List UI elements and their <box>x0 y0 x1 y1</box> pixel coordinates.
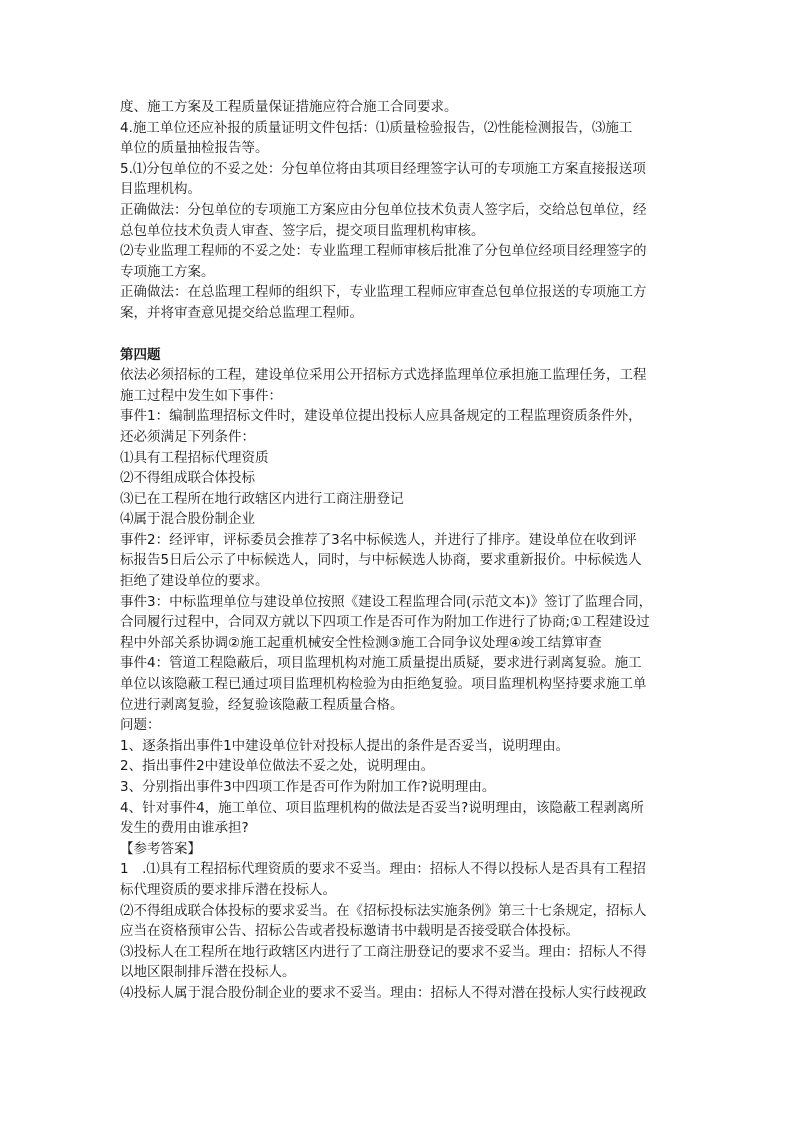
text-line: ⑶投标人在工程所在地行政辖区内进行了工商注册登记的要求不妥当。理由：招标人不得 <box>120 943 647 960</box>
text-line: ⑵专业监理工程师的不妥之处：专业监理工程师审核后批准了分包单位经项目经理签字的 <box>120 243 647 260</box>
text-line: 案，并将审查意见提交给总监理工程师。 <box>120 304 363 321</box>
text-line: 合同履行过程中，合同双方就以下四项工作是否可作为附加工作进行了协商;①工程建设过 <box>120 614 650 631</box>
text-line: 4.施工单位还应补报的质量证明文件包括：⑴质量检验报告，⑵性能检测报告，⑶施工 <box>120 119 633 136</box>
text-line: 度、施工方案及工程质量保证措施应符合施工合同要求。 <box>120 99 458 115</box>
text-line: 5.⑴分包单位的不妥之处：分包单位将由其项目经理签字认可的专项施工方案直接报送项 <box>120 160 646 177</box>
text-line: 程中外部关系协调②施工起重机械安全性检测③施工合同争议处理④竣工结算审查 <box>120 634 602 651</box>
text-line: 事件4：管道工程隐蔽后，项目监理机构对施工质量提出质疑，要求进行剥离复验。施工 <box>120 655 642 672</box>
question-4-section <box>120 365 680 1003</box>
text-line: 标代理资质的要求排斥潜在投标人。 <box>120 881 336 898</box>
text-line: 目监理机构。 <box>120 181 201 198</box>
text-line: 事件2：经评审，评标委员会推荐了3名中标候选人，并进行了排序。建设单位在收到评 <box>120 531 637 548</box>
text-line: ⑷投标人属于混合股份制企业的要求不妥当。理由：招标人不得对潜在投标人实行歧视政 <box>120 984 647 1001</box>
text-line: 事件3：中标监理单位与建设单位按照《建设工程监理合同(示范文本)》签订了监理合同， <box>120 593 653 610</box>
text-line: ⑵不得组成联合体投标的要求妥当。在《招标投标法实施条例》第三十七条规定，招标人 <box>120 902 647 919</box>
document-body <box>120 97 680 1004</box>
question-heading: 第四题 <box>120 346 161 363</box>
text-line: 问题： <box>120 717 161 734</box>
text-line: 位进行剥离复验，经复验该隐蔽工程质量合格。 <box>120 696 404 713</box>
text-line: ⑵不得组成联合体投标 <box>120 470 255 487</box>
text-line: 正确做法：在总监理工程师的组织下，专业监理工程师应审查总包单位报送的专项施工方 <box>120 284 647 301</box>
text-line: 4、针对事件4，施工单位、项目监理机构的做法是否妥当?说明理由，该隐蔽工程剥离所 <box>120 799 644 816</box>
text-line: ⑴具有工程招标代理资质 <box>120 449 269 466</box>
text-line: 总包单位技术负责人审查、签字后，提交项目监理机构审核。 <box>120 222 485 239</box>
text-line: 【参考答案】 <box>120 840 201 857</box>
text-line: 事件1：编制监理招标文件时，建设单位提出投标人应具备规定的工程监理资质条件外， <box>120 408 642 425</box>
text-line: 标报告5日后公示了中标候选人，同时，与中标候选人协商，要求重新报价。中标候选人 <box>120 552 642 569</box>
text-line: 应当在资格预审公告、招标公告或者投标邀请书中载明是否接受联合体投标。 <box>120 923 579 940</box>
text-line: 依法必须招标的工程，建设单位采用公开招标方式选择监理单位承担施工监理任务，工程 <box>120 367 647 384</box>
text-line: 正确做法：分包单位的专项施工方案应由分包单位技术负责人签字后，交给总包单位，经 <box>120 201 647 218</box>
text-line: 1 .⑴具有工程招标代理资质的要求不妥当。理由：招标人不得以投标人是否具有工程招 <box>120 861 646 878</box>
text-line: 拒绝了建设单位的要求。 <box>120 573 269 590</box>
text-line: ⑶已在工程所在地行政辖区内进行工商注册登记 <box>120 490 404 507</box>
text-line: 2、指出事件2中建设单位做法不妥之处，说明理由。 <box>120 758 435 775</box>
text-line: 发生的费用由谁承担? <box>120 820 249 837</box>
text-line: 3、分别指出事件3中四项工作是否可作为附加工作?说明理由。 <box>120 779 496 795</box>
text-line: 还必须满足下列条件： <box>120 428 255 445</box>
text-line: 施工过程中发生如下事件： <box>120 387 282 404</box>
text-line: 以地区限制排斥潜在投标人。 <box>120 964 296 981</box>
text-line: 单位的质量抽检报告等。 <box>120 140 269 157</box>
text-line: ⑷属于混合股份制企业 <box>120 511 255 528</box>
text-line: 1、逐条指出事件1中建设单位针对投标人提出的条件是否妥当，说明理由。 <box>120 737 570 754</box>
text-line: 单位以该隐蔽工程已通过项目监理机构检验为由拒绝复验。项目监理机构坚持要求施工单 <box>120 676 647 693</box>
answer-section-3 <box>120 97 680 324</box>
paragraph-gap <box>120 324 680 345</box>
text-line: 专项施工方案。 <box>120 263 215 280</box>
